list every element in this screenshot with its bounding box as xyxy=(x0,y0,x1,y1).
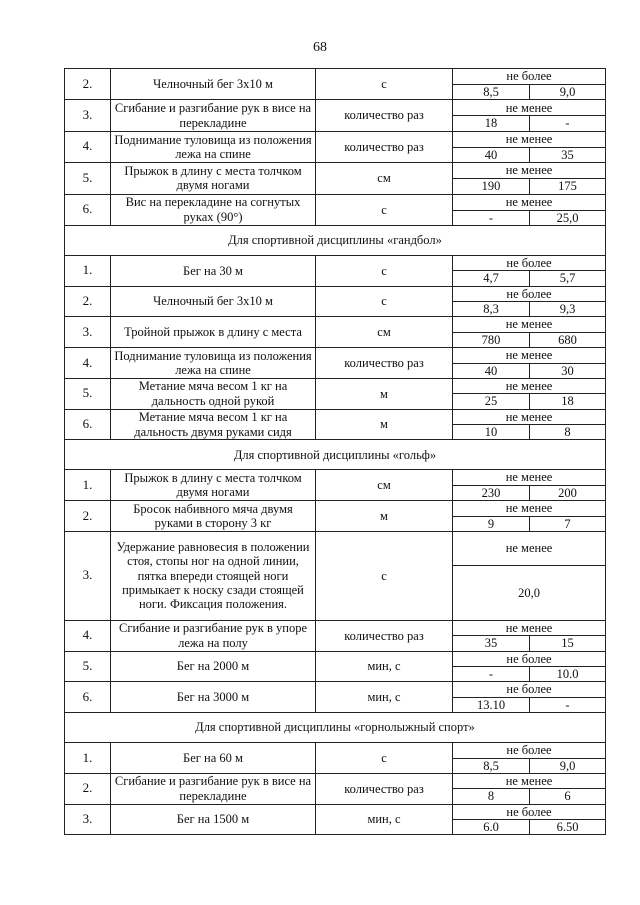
value-girls: - xyxy=(530,116,606,131)
row-number: 1. xyxy=(65,470,111,501)
table-row xyxy=(65,286,606,301)
section-row xyxy=(65,440,606,470)
exercise-name: Сгибание и разгибание рук в упоре лежа на полу xyxy=(111,620,316,651)
table-row xyxy=(65,409,606,424)
row-number: 2. xyxy=(65,286,111,317)
unit-cell: м xyxy=(316,501,453,532)
value-boys: 9 xyxy=(453,516,530,531)
row-number: 3. xyxy=(65,804,111,835)
table-row xyxy=(65,501,606,516)
unit-cell: м xyxy=(316,409,453,440)
row-number: 3. xyxy=(65,100,111,131)
value-boys: 230 xyxy=(453,485,530,500)
unit-cell: см xyxy=(316,470,453,501)
section-title: Для спортивной дисциплины «гольф» xyxy=(65,440,606,470)
norm-header: не менее xyxy=(453,378,606,393)
value-boys: - xyxy=(453,667,530,682)
value-boys: 8,5 xyxy=(453,758,530,773)
value-boys: 10 xyxy=(453,425,530,440)
norm-header: не менее xyxy=(453,531,606,565)
table-row xyxy=(65,100,606,116)
norm-header: не менее xyxy=(453,409,606,424)
norm-header: не более xyxy=(453,743,606,758)
table-row xyxy=(65,131,606,147)
table-row xyxy=(65,194,606,210)
table-row xyxy=(65,378,606,393)
exercise-name: Удержание равновесия в положении стоя, стопы ног на одной линии, пятка впереди стоящей ноги примыкает к носку сзади стоящей ноги. Фиксация положения. xyxy=(111,531,316,620)
table-row xyxy=(65,651,606,666)
unit-cell: количество раз xyxy=(316,620,453,651)
row-number: 2. xyxy=(65,501,111,532)
table-row xyxy=(65,317,606,332)
table-row xyxy=(65,163,606,179)
row-number: 6. xyxy=(65,682,111,713)
unit-cell: с xyxy=(316,69,453,100)
row-number: 1. xyxy=(65,255,111,286)
section-title: Для спортивной дисциплины «гандбол» xyxy=(65,225,606,255)
norm-header: не менее xyxy=(453,501,606,516)
value-girls: 10.0 xyxy=(530,667,606,682)
exercise-name: Метание мяча весом 1 кг на дальность одной рукой xyxy=(111,378,316,409)
exercise-name: Челночный бег 3х10 м xyxy=(111,286,316,317)
unit-cell: мин, с xyxy=(316,682,453,713)
row-number: 5. xyxy=(65,163,111,194)
norm-header: не менее xyxy=(453,773,606,788)
norm-header: не менее xyxy=(453,194,606,210)
exercise-name: Поднимание туловища из положения лежа на спине xyxy=(111,131,316,162)
exercise-name: Бег на 30 м xyxy=(111,255,316,286)
exercise-name: Бросок набивного мяча двумя руками в сторону 3 кг xyxy=(111,501,316,532)
value-boys: 8,5 xyxy=(453,85,530,100)
value-girls: 8 xyxy=(530,425,606,440)
table-row xyxy=(65,255,606,270)
norm-header: не более xyxy=(453,804,606,819)
row-number: 6. xyxy=(65,194,111,225)
norm-header: не менее xyxy=(453,620,606,635)
norm-header: не более xyxy=(453,286,606,301)
table-row xyxy=(65,682,606,697)
unit-cell: мин, с xyxy=(316,804,453,835)
unit-cell: количество раз xyxy=(316,348,453,379)
table-row xyxy=(65,531,606,565)
unit-cell: количество раз xyxy=(316,131,453,162)
value-girls: 30 xyxy=(530,363,606,378)
standards-table xyxy=(64,68,606,835)
unit-cell: см xyxy=(316,163,453,194)
unit-cell: с xyxy=(316,255,453,286)
row-number: 5. xyxy=(65,651,111,682)
norm-header: не более xyxy=(453,651,606,666)
norm-header: не менее xyxy=(453,163,606,179)
row-number: 4. xyxy=(65,131,111,162)
section-row xyxy=(65,225,606,255)
table-row xyxy=(65,743,606,758)
unit-cell: с xyxy=(316,743,453,774)
value-girls: 35 xyxy=(530,147,606,162)
value-girls: 6.50 xyxy=(530,820,606,835)
value-boys: 780 xyxy=(453,332,530,347)
value-girls: 6 xyxy=(530,789,606,804)
unit-cell: с xyxy=(316,194,453,225)
unit-cell: см xyxy=(316,317,453,348)
norm-header: не менее xyxy=(453,131,606,147)
table-row xyxy=(65,773,606,788)
value-boys: 6.0 xyxy=(453,820,530,835)
row-number: 4. xyxy=(65,620,111,651)
table-row xyxy=(65,620,606,635)
exercise-name: Бег на 60 м xyxy=(111,743,316,774)
section-row xyxy=(65,713,606,743)
value-boys: 40 xyxy=(453,147,530,162)
value-boys: 190 xyxy=(453,179,530,194)
value-girls: 5,7 xyxy=(530,271,606,286)
exercise-name: Метание мяча весом 1 кг на дальность двумя руками сидя xyxy=(111,409,316,440)
value-girls: 9,3 xyxy=(530,302,606,317)
value-girls: 18 xyxy=(530,394,606,409)
value-girls: 9,0 xyxy=(530,85,606,100)
value-boys: 4,7 xyxy=(453,271,530,286)
value-boys: 13.10 xyxy=(453,697,530,712)
table-row xyxy=(65,348,606,363)
exercise-name: Челночный бег 3х10 м xyxy=(111,69,316,100)
value-boys: - xyxy=(453,210,530,225)
unit-cell: с xyxy=(316,286,453,317)
norm-header: не менее xyxy=(453,317,606,332)
norm-header: не более xyxy=(453,255,606,270)
table-row xyxy=(65,69,606,85)
row-number: 1. xyxy=(65,743,111,774)
norm-header: не менее xyxy=(453,348,606,363)
exercise-name: Тройной прыжок в длину с места xyxy=(111,317,316,348)
unit-cell: м xyxy=(316,378,453,409)
value-boys: 18 xyxy=(453,116,530,131)
exercise-name: Бег на 3000 м xyxy=(111,682,316,713)
unit-cell: с xyxy=(316,531,453,620)
value-girls: 25,0 xyxy=(530,210,606,225)
value-boys: 25 xyxy=(453,394,530,409)
unit-cell: количество раз xyxy=(316,773,453,804)
row-number: 3. xyxy=(65,531,111,620)
section-title: Для спортивной дисциплины «горнолыжный спорт» xyxy=(65,713,606,743)
exercise-name: Бег на 2000 м xyxy=(111,651,316,682)
norm-header: не более xyxy=(453,69,606,85)
exercise-name: Поднимание туловища из положения лежа на спине xyxy=(111,348,316,379)
row-number: 4. xyxy=(65,348,111,379)
value-girls: 680 xyxy=(530,332,606,347)
value-girls: 175 xyxy=(530,179,606,194)
value-boys: 8 xyxy=(453,789,530,804)
value-girls: 7 xyxy=(530,516,606,531)
value-girls: 15 xyxy=(530,636,606,651)
exercise-name: Бег на 1500 м xyxy=(111,804,316,835)
value-cell: 20,0 xyxy=(453,565,606,620)
exercise-name: Прыжок в длину с места толчком двумя ногами xyxy=(111,163,316,194)
row-number: 5. xyxy=(65,378,111,409)
row-number: 2. xyxy=(65,69,111,100)
value-girls: 9,0 xyxy=(530,758,606,773)
row-number: 2. xyxy=(65,773,111,804)
value-girls: 200 xyxy=(530,485,606,500)
value-boys: 8,3 xyxy=(453,302,530,317)
exercise-name: Сгибание и разгибание рук в висе на перекладине xyxy=(111,100,316,131)
exercise-name: Вис на перекладине на согнутых руках (90°) xyxy=(111,194,316,225)
value-boys: 40 xyxy=(453,363,530,378)
row-number: 3. xyxy=(65,317,111,348)
unit-cell: количество раз xyxy=(316,100,453,131)
exercise-name: Сгибание и разгибание рук в висе на перекладине xyxy=(111,773,316,804)
exercise-name: Прыжок в длину с места толчком двумя ногами xyxy=(111,470,316,501)
norm-header: не менее xyxy=(453,470,606,485)
page-number: 68 xyxy=(313,40,327,55)
norm-header: не менее xyxy=(453,100,606,116)
value-girls: - xyxy=(530,697,606,712)
unit-cell: мин, с xyxy=(316,651,453,682)
table-row xyxy=(65,804,606,819)
value-boys: 35 xyxy=(453,636,530,651)
table-row xyxy=(65,470,606,485)
norm-header: не более xyxy=(453,682,606,697)
row-number: 6. xyxy=(65,409,111,440)
